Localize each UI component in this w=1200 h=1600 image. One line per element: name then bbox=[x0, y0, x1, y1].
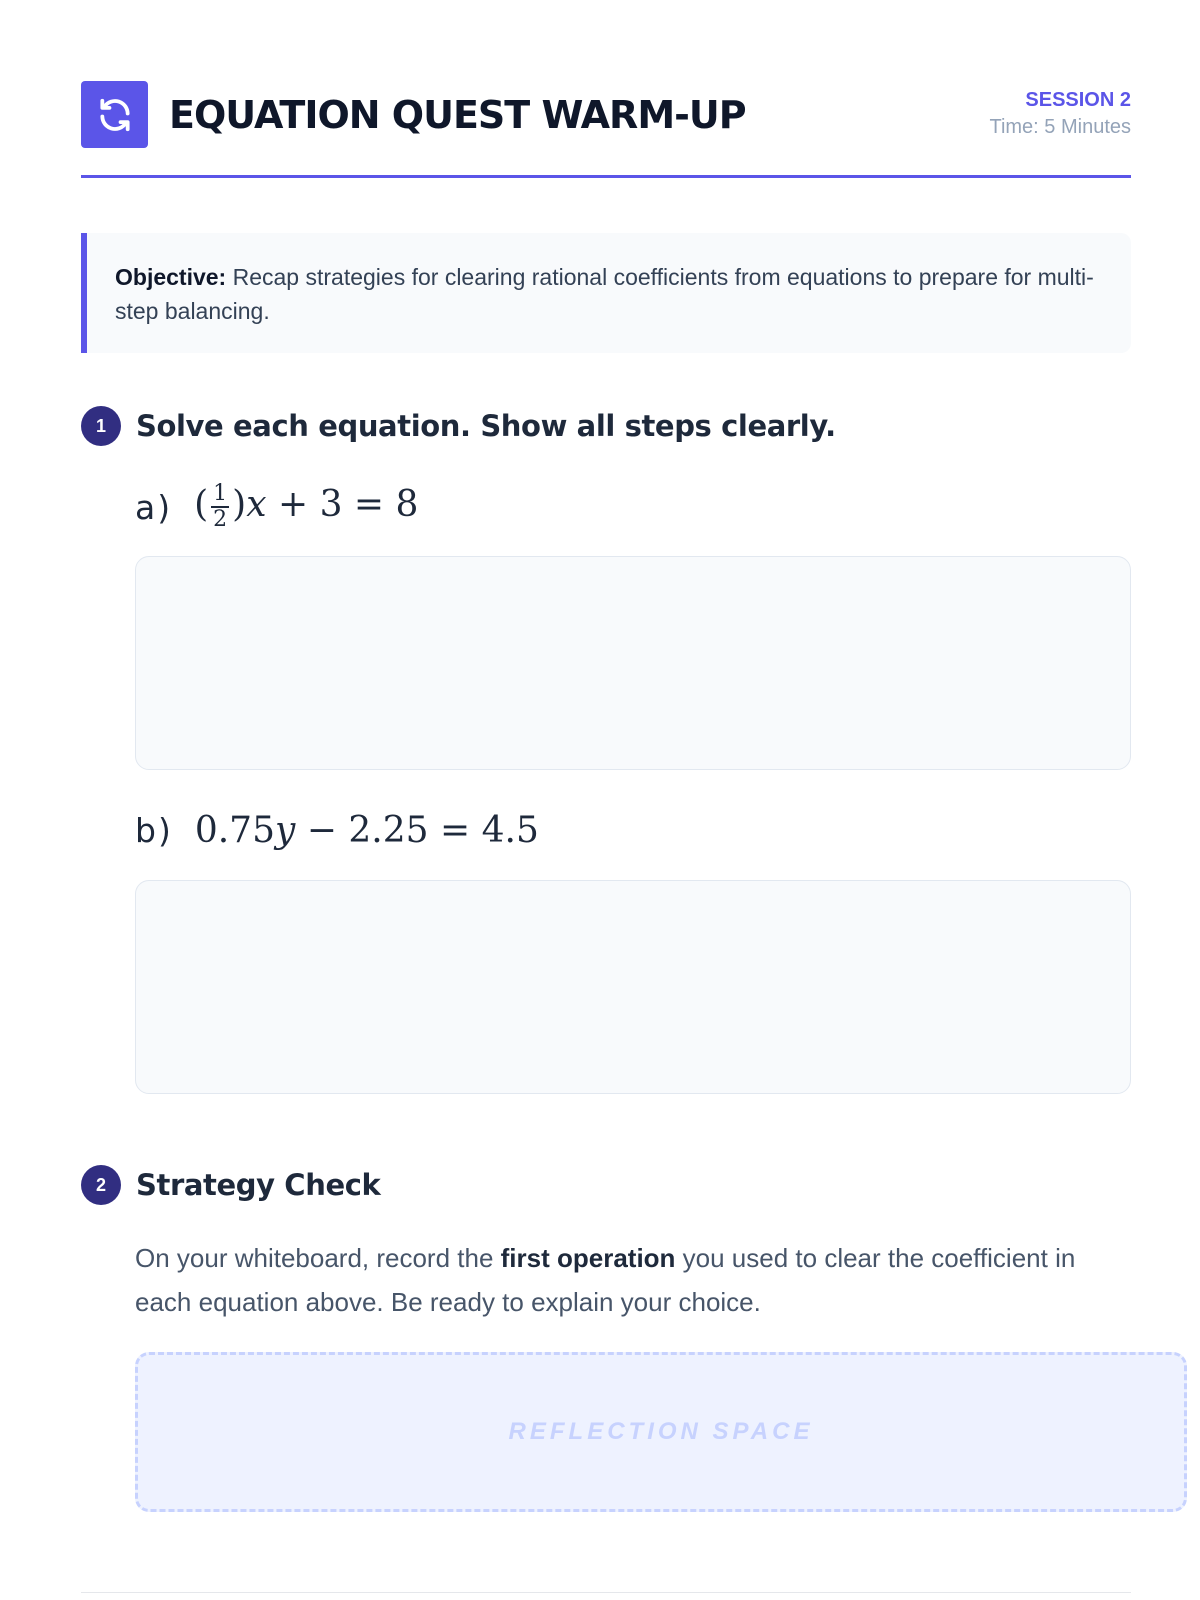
equation-rest: − 2.25 = 4.5 bbox=[306, 809, 539, 851]
reflection-label: REFLECTION SPACE bbox=[508, 1418, 814, 1445]
instruction-after: you used to clear the coefficient in each equation above. Be ready to explain your choice. bbox=[135, 1243, 1076, 1317]
instruction-before: On your whiteboard, record the bbox=[135, 1243, 501, 1273]
answer-box-b[interactable] bbox=[135, 880, 1131, 1094]
variable-x: x bbox=[246, 484, 267, 525]
coefficient: 0.75 bbox=[194, 809, 275, 851]
paren-open: ( bbox=[194, 484, 209, 525]
objective-label: Objective: bbox=[115, 264, 227, 290]
page-title: EQUATION QUEST WARM-UP bbox=[169, 93, 746, 137]
fraction-numerator: 1 bbox=[213, 481, 228, 506]
section-1-header bbox=[81, 406, 836, 446]
objective-text: Recap strategies for clearing rational coefficients from equations to prepare for multi-step balancing. bbox=[115, 264, 1094, 324]
equation-rest: + 3 = 8 bbox=[277, 484, 419, 525]
answer-box-a[interactable] bbox=[135, 556, 1131, 770]
problem-b-label: b) bbox=[135, 810, 173, 850]
section-2-badge: 2 bbox=[81, 1165, 121, 1205]
header bbox=[81, 81, 1131, 178]
variable-y: y bbox=[274, 809, 296, 851]
session-meta bbox=[989, 87, 1131, 141]
fraction bbox=[211, 483, 229, 531]
problem-a bbox=[135, 479, 418, 535]
reflection-space[interactable] bbox=[135, 1352, 1187, 1512]
problem-a-label: a) bbox=[135, 487, 173, 527]
objective-box bbox=[81, 233, 1131, 353]
section-2-header bbox=[81, 1165, 380, 1205]
paren-close: ) bbox=[232, 484, 247, 525]
footer-divider bbox=[81, 1592, 1131, 1593]
section-1-badge: 1 bbox=[81, 406, 121, 446]
problem-b-equation bbox=[195, 810, 539, 851]
instruction-bold: first operation bbox=[500, 1243, 676, 1273]
problem-b bbox=[135, 802, 539, 858]
strategy-instruction bbox=[135, 1236, 1095, 1324]
logo bbox=[81, 81, 148, 148]
time-label: Time: 5 Minutes bbox=[989, 116, 1131, 138]
fraction-denominator: 2 bbox=[213, 507, 228, 532]
problem-a-equation bbox=[194, 483, 418, 531]
section-2-title: Strategy Check bbox=[136, 1168, 381, 1202]
session-label: SESSION 2 bbox=[1025, 89, 1131, 111]
section-1-title: Solve each equation. Show all steps clearly. bbox=[136, 409, 836, 443]
refresh-icon bbox=[96, 96, 134, 134]
